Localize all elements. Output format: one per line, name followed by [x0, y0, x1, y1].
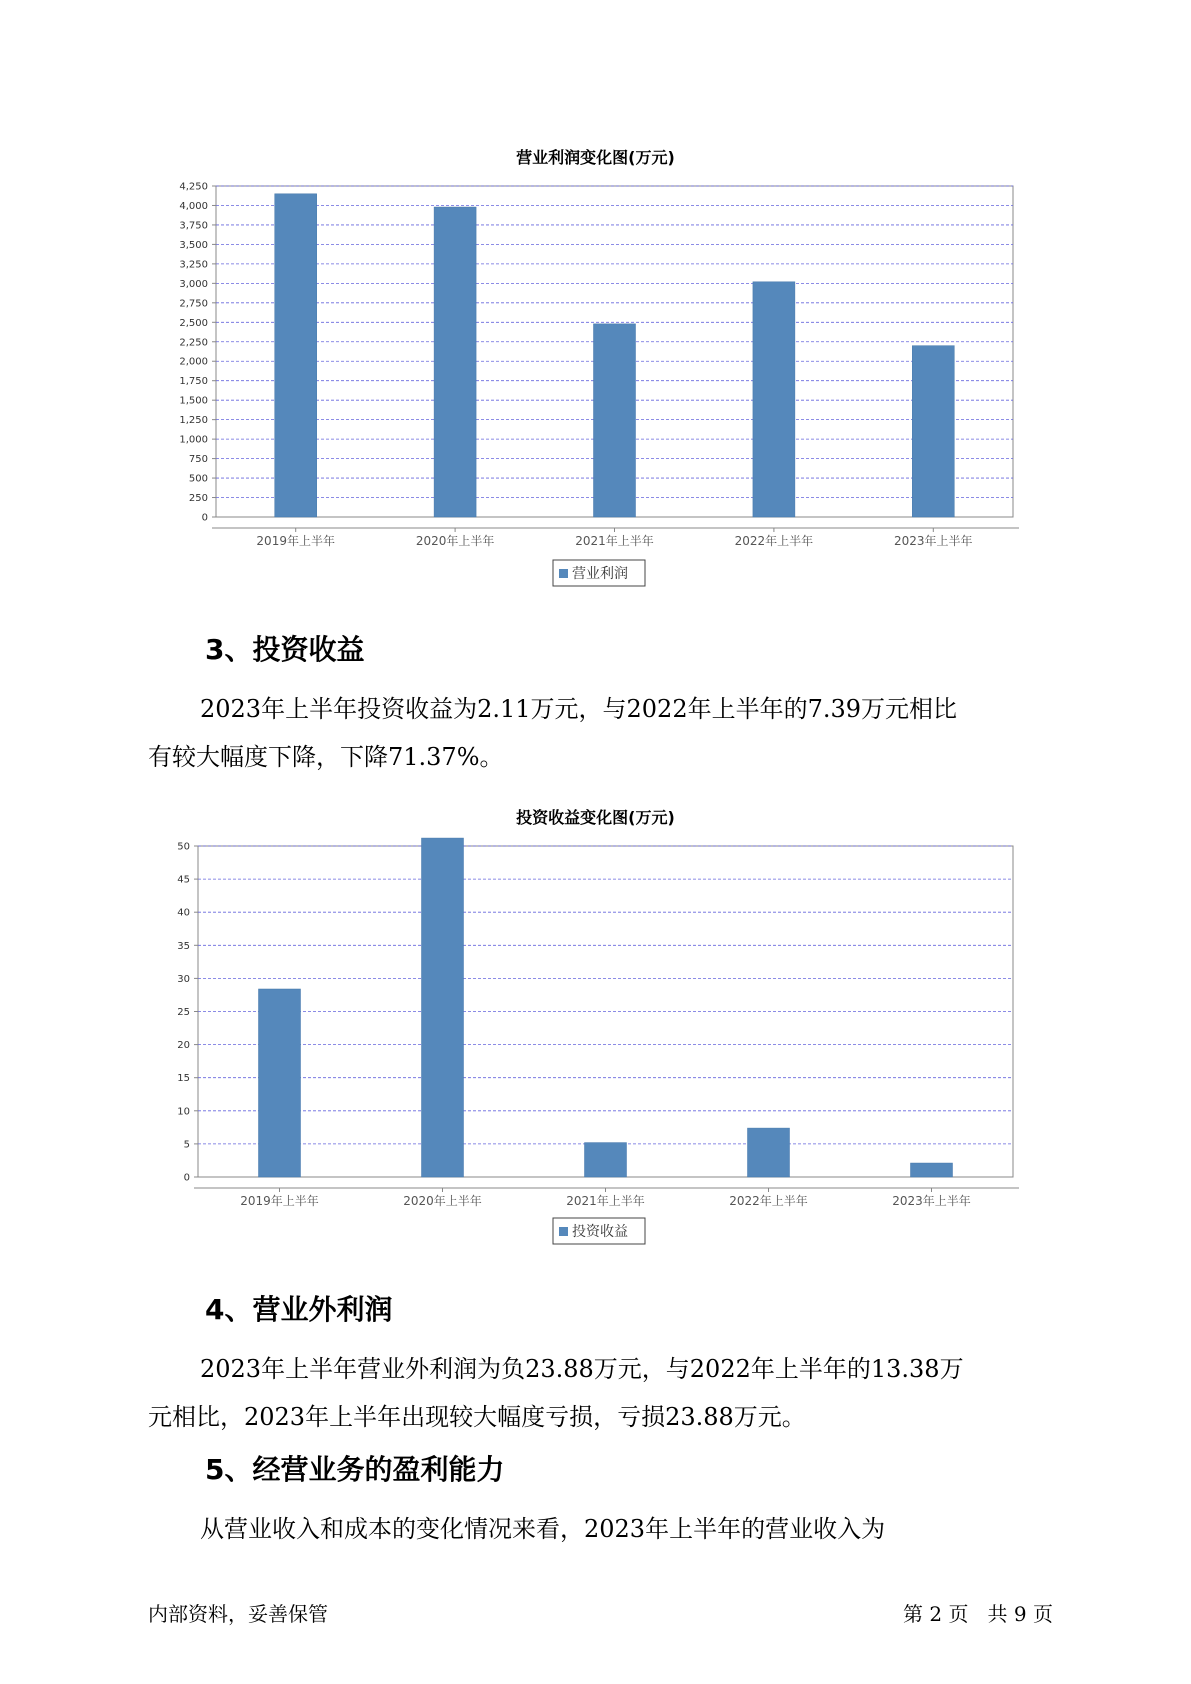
investment-income-chart — [0, 660, 1191, 1260]
y-tick-label: 4,250 — [179, 181, 208, 193]
x-tick-label: 2020年上半年 — [415, 534, 495, 548]
section-4-line-2: 元相比，2023年上半年出现较大幅度亏损，亏损23.88万元。 — [148, 1403, 806, 1431]
y-tick-label: 1,750 — [179, 376, 208, 388]
y-tick-label: 50 — [177, 841, 190, 853]
bar-1 — [259, 989, 301, 1177]
y-tick-label: 250 — [188, 493, 208, 505]
y-tick-label: 3,500 — [179, 239, 208, 251]
y-tick-label: 35 — [177, 940, 190, 952]
y-tick-label: 0 — [201, 512, 208, 524]
section-3-line-2: 有较大幅度下降，下降71.37%。 — [148, 743, 504, 771]
legend-swatch — [559, 569, 568, 578]
x-tick-label: 2022年上半年 — [729, 1194, 808, 1208]
y-tick-label: 1,500 — [179, 395, 208, 407]
bar-2 — [434, 207, 476, 517]
section-4-paragraph — [148, 1345, 1048, 1441]
bar-1 — [275, 194, 317, 517]
y-tick-label: 10 — [177, 1106, 190, 1118]
y-tick-label: 500 — [188, 473, 208, 485]
chart2-title: 投资收益变化图(万元) — [516, 808, 675, 827]
bar-3 — [585, 1143, 627, 1177]
y-tick-label: 5 — [183, 1139, 190, 1151]
x-tick-label: 2019年上半年 — [240, 1194, 319, 1208]
footer-confidential: 内部资料，妥善保管 — [148, 1602, 328, 1626]
bar-3 — [594, 324, 636, 517]
section-5-heading: 5、经营业务的盈利能力 — [205, 1453, 505, 1486]
section-3-heading: 3、投资收益 — [205, 633, 365, 666]
legend-label: 投资收益 — [572, 1224, 628, 1240]
y-tick-label: 40 — [177, 907, 190, 919]
legend-swatch — [559, 1227, 568, 1236]
y-tick-label: 30 — [177, 973, 190, 985]
y-tick-label: 2,500 — [179, 317, 208, 329]
legend — [553, 560, 645, 586]
y-tick-label: 1,000 — [179, 434, 208, 446]
y-tick-label: 20 — [177, 1040, 190, 1052]
legend — [553, 1218, 645, 1244]
section-5-line-1: 从营业收入和成本的变化情况来看，2023年上半年的营业收入为 — [200, 1515, 886, 1543]
chart1-title: 营业利润变化图(万元) — [516, 148, 675, 167]
x-tick-label: 2023年上半年 — [892, 1194, 971, 1208]
y-tick-label: 1,250 — [179, 415, 208, 427]
section-3-line-1: 2023年上半年投资收益为2.11万元，与2022年上半年的7.39万元相比 — [200, 695, 958, 723]
section-4-line-1: 2023年上半年营业外利润为负23.88万元，与2022年上半年的13.38万 — [200, 1355, 964, 1383]
bar-5 — [911, 1163, 953, 1177]
y-tick-label: 2,250 — [179, 337, 208, 349]
operating-profit-chart — [0, 0, 1191, 600]
y-tick-label: 750 — [188, 454, 208, 466]
y-tick-label: 4,000 — [179, 200, 208, 212]
y-tick-label: 3,250 — [179, 259, 208, 271]
y-tick-label: 45 — [177, 874, 190, 886]
section-4-heading: 4、营业外利润 — [205, 1293, 393, 1326]
y-tick-label: 3,750 — [179, 220, 208, 232]
y-tick-label: 2,000 — [179, 356, 208, 368]
y-tick-label: 2,750 — [179, 298, 208, 310]
x-tick-label: 2021年上半年 — [575, 534, 654, 548]
y-tick-label: 25 — [177, 1007, 190, 1018]
x-tick-label: 2021年上半年 — [566, 1194, 645, 1208]
bar-4 — [753, 282, 795, 517]
section-5-paragraph — [148, 1505, 1048, 1553]
legend-label: 营业利润 — [572, 566, 628, 582]
bar-2 — [422, 838, 464, 1177]
bar-4 — [748, 1128, 790, 1177]
x-tick-label: 2023年上半年 — [894, 534, 973, 548]
y-tick-label: 3,000 — [179, 278, 208, 290]
y-tick-label: 0 — [183, 1172, 190, 1184]
x-tick-label: 2022年上半年 — [734, 534, 814, 548]
bar-5 — [912, 346, 954, 517]
x-tick-label: 2019年上半年 — [256, 534, 335, 548]
y-tick-label: 15 — [177, 1073, 190, 1085]
x-tick-label: 2020年上半年 — [403, 1194, 482, 1208]
footer-page-number: 第 2 页 共 9 页 — [903, 1602, 1053, 1626]
